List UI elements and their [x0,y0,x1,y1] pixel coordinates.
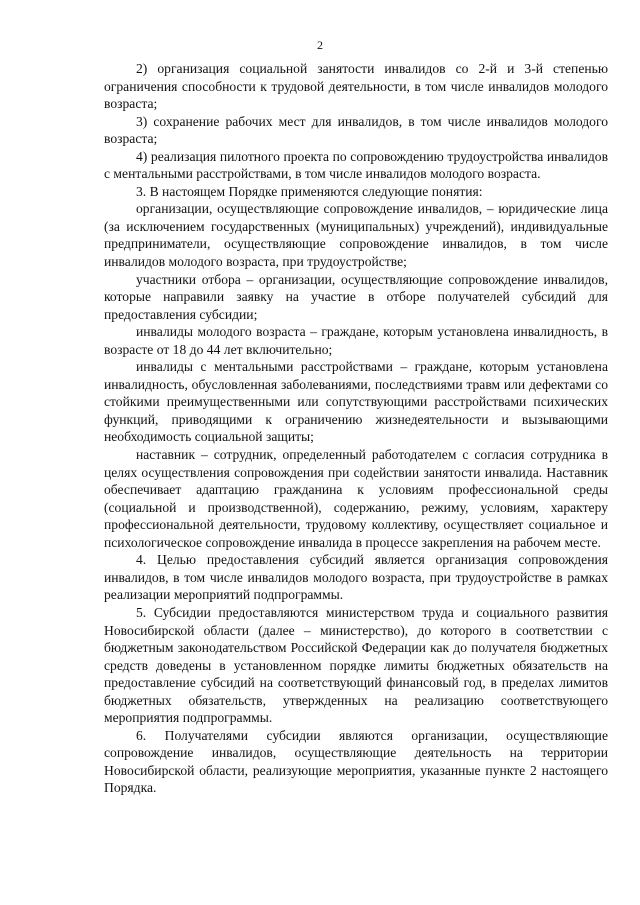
paragraph-section-4: 4. Целью предоставления субсидий является организация сопровождения инвалидов, в том числе инвалидов молодого возраста, при трудоустройстве в рамках реализации мероприятий подпрограммы. [104,552,608,603]
page-number: 2 [317,38,323,52]
paragraph-definition-organizations: организации, осуществляющие сопровождение инвалидов, – юридические лица (за исключением государственных (муниципальных) учреждений), индивидуальные предприниматели, осуществляющие сопровождение инвалидов, в том числе инвалидов молодого возраста, при трудоустройстве; [104,201,608,270]
paragraph-definition-young-disabled: инвалиды молодого возраста – граждане, которым установлена инвалидность, в возрасте от 18 до 44 лет включительно; [104,324,608,357]
paragraph-definition-participants: участники отбора – организации, осуществляющие сопровождение инвалидов, которые направили заявку на участие в отборе получателей субсидий для предоставления субсидии; [104,271,608,322]
paragraph-item-2-2: 2) организация социальной занятости инвалидов со 2-й и 3-й степенью ограничения способности к трудовой деятельности, в том числе инвалидов молодого возраста; [104,61,608,112]
document-body [104,60,608,797]
paragraph-section-5: 5. Субсидии предоставляются министерством труда и социального развития Новосибирской области (далее – министерство), до которого в соответствии с бюджетным законодательством Российской Федерации как до получателя бюджетных средств доведены в установленном порядке лимиты бюджетных обязательств на предоставление субсидий на соответствующий финансовый год, в пределах лимитов бюджетных обязательств, утвержденных на реализацию соответствующего мероприятия подпрограммы. [104,604,608,726]
paragraph-section-6: 6. Получателями субсидии являются организации, осуществляющие сопровождение инвалидов, осуществляющие деятельность на территории Новосибирской области, реализующие мероприятия, указанные пункте 2 настоящего Порядка. [104,727,608,796]
paragraph-item-2-3: 3) сохранение рабочих мест для инвалидов, в том числе инвалидов молодого возраста; [104,113,608,147]
paragraph-item-2-4: 4) реализация пилотного проекта по сопровождению трудоустройства инвалидов с ментальными расстройствами, в том числе инвалидов молодого возраста. [104,148,608,182]
paragraph-definition-mental-disorders: инвалиды с ментальными расстройствами – граждане, которым установлена инвалидность, обусловленная заболеваниями, последствиями травм или дефектами со стойкими преимущественными или сопутствующими расстройствами психических функций, приводящими к ограничению жизнедеятельности и вызывающими необходимость социальной защиты; [104,359,608,445]
paragraph-definition-mentor: наставник – сотрудник, определенный работодателем с согласия сотрудника в целях осуществления сопровождения при содействии занятости инвалида. Наставник обеспечивает адаптацию гражданина к условиям профессиональной среды (социальной и производственной), содержанию, режиму, условиям, характеру профессиональной деятельности, трудовому коллективу, осуществляет социальное и психологическое сопровождение инвалида в процессе закрепления на рабочем месте. [104,447,608,550]
paragraph-section-3-intro: 3. В настоящем Порядке применяются следующие понятия: [136,183,483,199]
